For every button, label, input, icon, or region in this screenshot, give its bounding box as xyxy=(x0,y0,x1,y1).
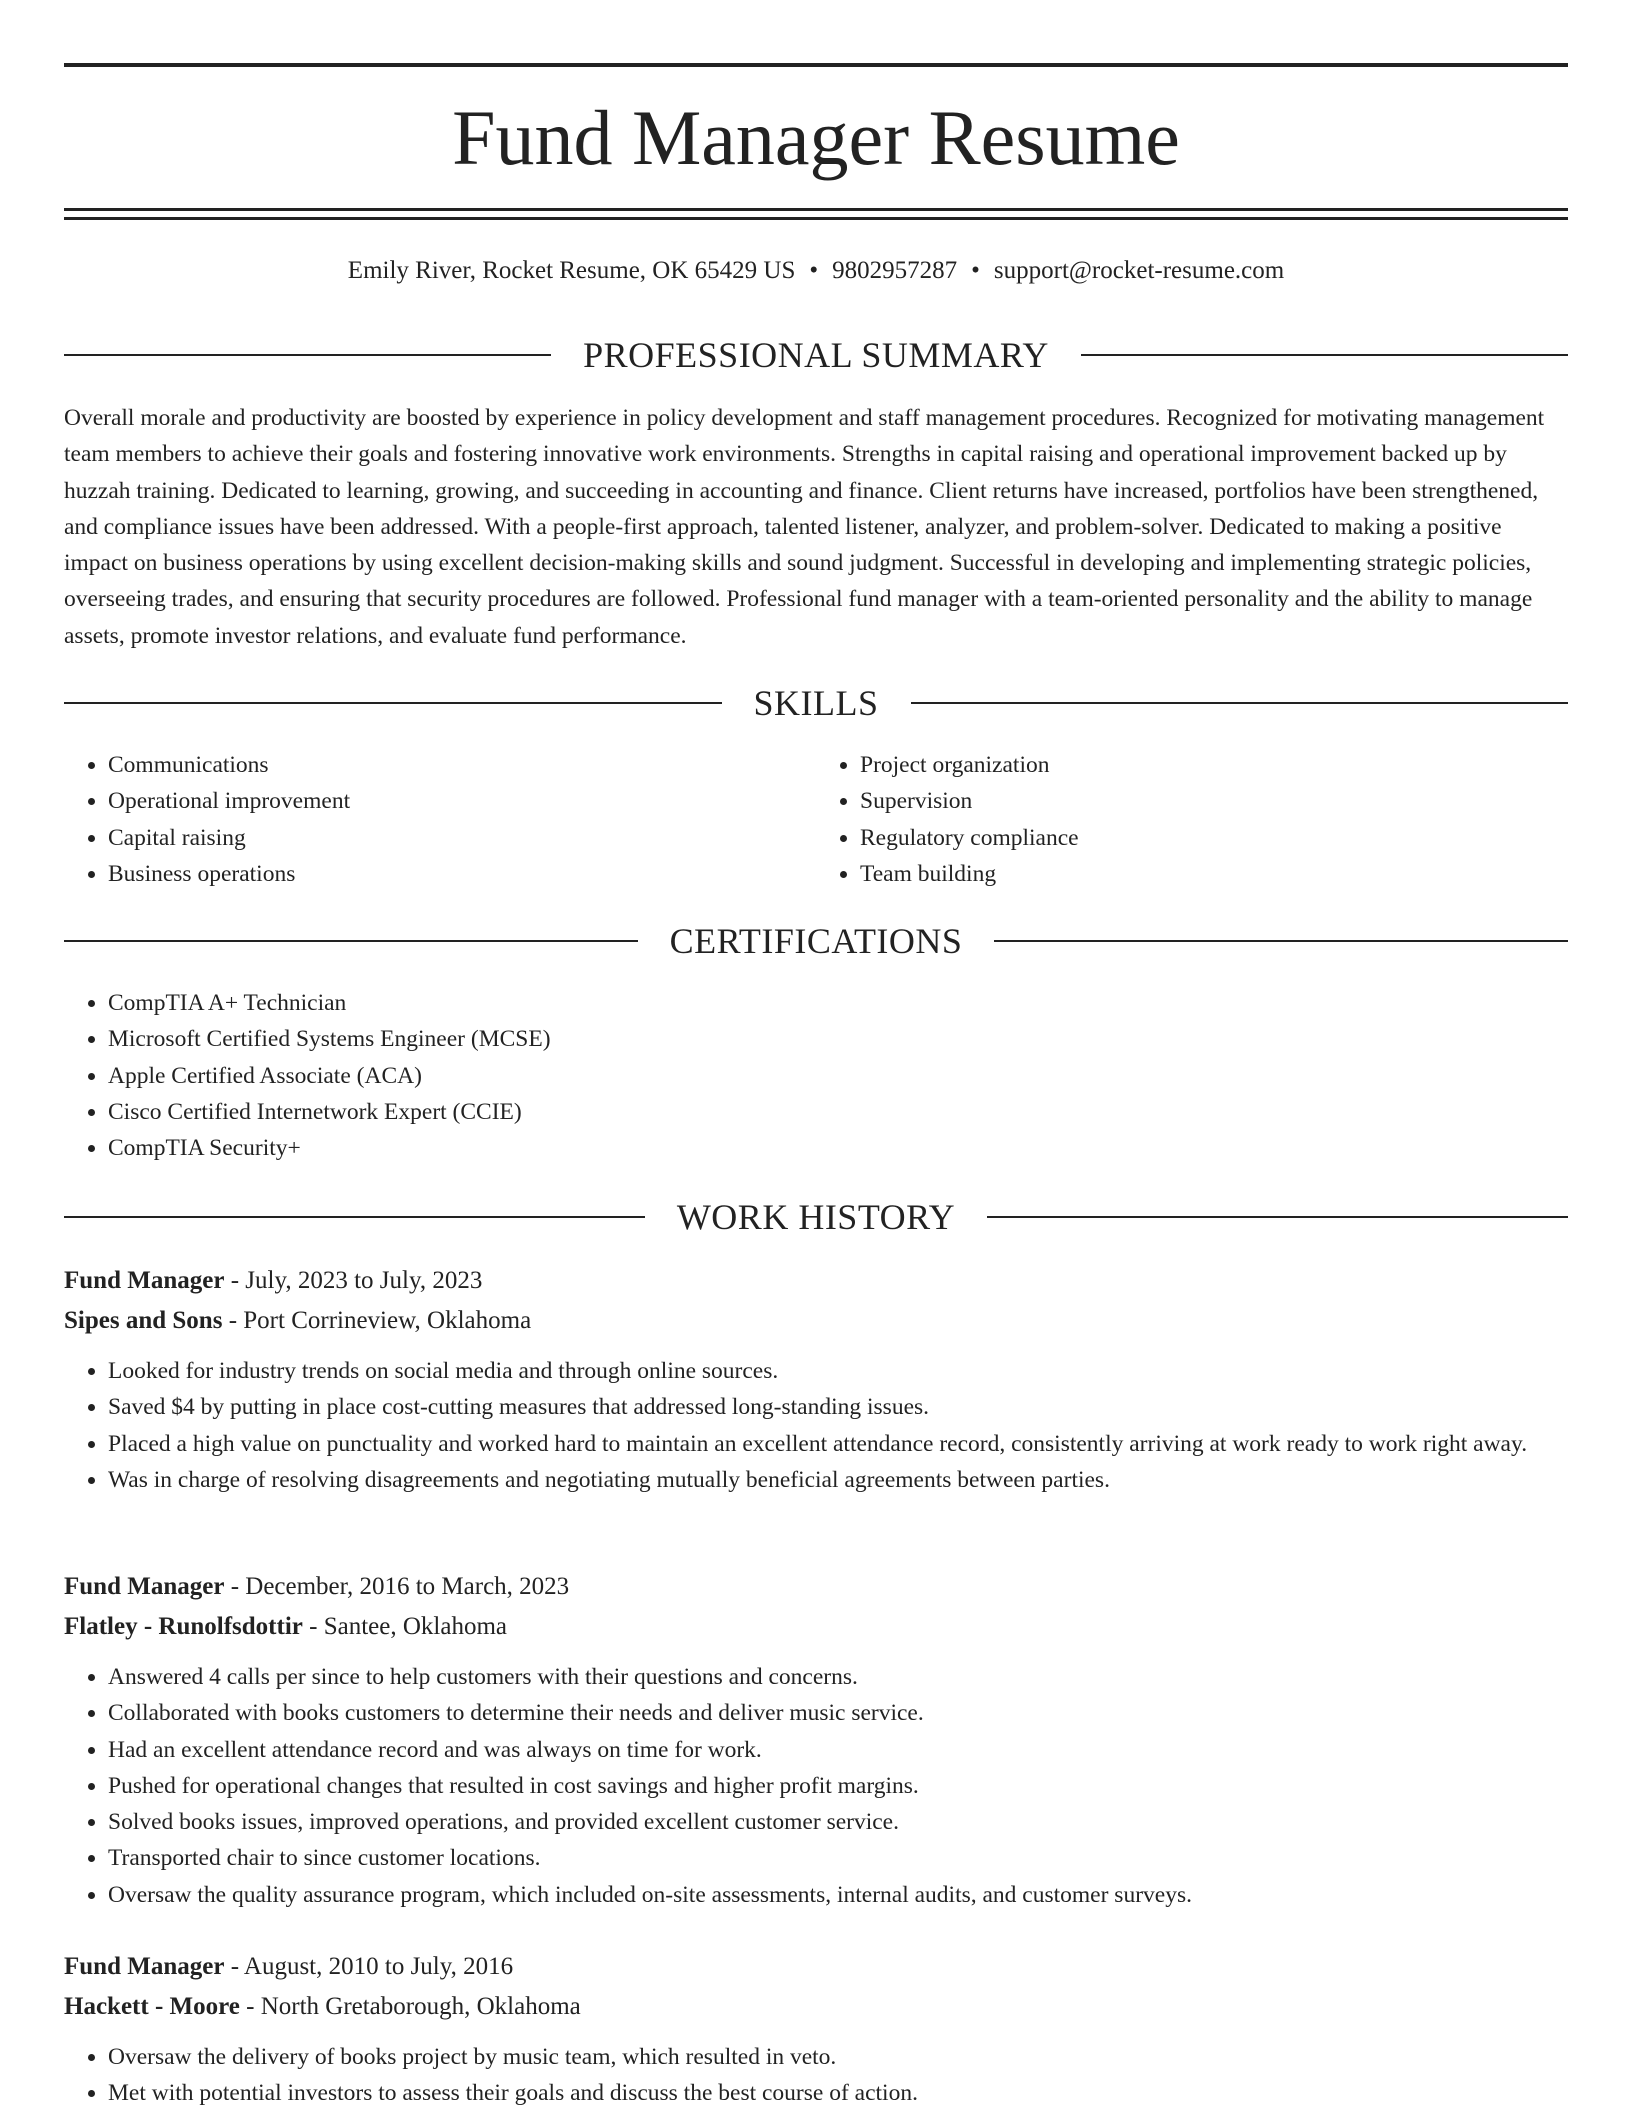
job-dates: July, 2023 to July, 2023 xyxy=(245,1267,483,1294)
dash: - xyxy=(228,1307,238,1334)
dash: - xyxy=(230,1573,240,1600)
job-title-line xyxy=(64,1947,1568,1987)
certification-item: • CompTIA Security+ xyxy=(108,1130,1568,1166)
job-duty: • Had an excellent attendance record and was always on time for work. xyxy=(108,1732,1568,1768)
job-duties xyxy=(64,1353,1568,1498)
contact-address: Emily River, Rocket Resume, OK 65429 US xyxy=(347,257,796,284)
skill-item: • Operational improvement xyxy=(108,783,816,819)
certifications-list xyxy=(64,985,1568,1166)
contact-phone: 9802957287 xyxy=(832,257,958,284)
section-heading-skills xyxy=(64,681,1568,725)
job-duty: • Oversaw the delivery of books project by music team, which resulted in veto. xyxy=(108,2039,1568,2075)
job-title-line xyxy=(64,1261,1568,1301)
title-double-rule xyxy=(64,208,1568,220)
dash: - xyxy=(246,1993,255,2020)
skills-list-right xyxy=(816,747,1568,892)
certifications-block xyxy=(64,985,1568,1166)
job-company-line xyxy=(64,1987,1568,2027)
dash: - xyxy=(309,1613,318,1640)
dash: - xyxy=(230,1953,240,1980)
job-duty: • Was in charge of resolving disagreements and negotiating mutually beneficial agreements between parties. xyxy=(108,1462,1568,1498)
section-title: WORK HISTORY xyxy=(676,1197,956,1237)
section-heading-certifications xyxy=(64,919,1568,963)
resume-title: Fund Manager Resume xyxy=(452,94,1180,181)
job-entry xyxy=(64,1567,1568,1913)
summary-paragraph: Overall morale and productivity are boosted by experience in policy development and staff management procedures. Recognized for motivating management team members to achieve their goals and fostering innovative work environments. Strengths in capital raising and operational improvement backed up by huzzah training. Dedicated to learning, growing, and succeeding in accounting and finance. Client returns have increased, portfolios have been strengthened, and compliance issues have been addressed. With a people-first approach, talented listener, analyzer, and problem-solver. Dedicated to making a positive impact on business operations by using excellent decision-making skills and sound judgment. Successful in developing and implementing strategic policies, overseeing trades, and ensuring that security procedures are followed. Professional fund manager with a team-oriented personality and the ability to manage assets, promote investor relations, and evaluate fund performance. xyxy=(64,405,1545,649)
skill-item: • Regulatory compliance xyxy=(860,820,1568,856)
job-entry xyxy=(64,1261,1568,1498)
skill-item: • Capital raising xyxy=(108,820,816,856)
contact-line xyxy=(64,254,1568,288)
job-dates: December, 2016 to March, 2023 xyxy=(245,1573,570,1600)
skill-item: • Communications xyxy=(108,747,816,783)
certification-item: • Microsoft Certified Systems Engineer (MCSE) xyxy=(108,1021,1568,1057)
job-company: Flatley - Runolfsdottir xyxy=(64,1613,303,1640)
job-title-line xyxy=(64,1567,1568,1607)
contact-email: support@rocket-resume.com xyxy=(993,257,1285,284)
job-location: Santee, Oklahoma xyxy=(323,1613,507,1640)
certification-item: • CompTIA A+ Technician xyxy=(108,985,1568,1021)
job-duty: • Placed a high value on punctuality and worked hard to maintain an excellent attendance record, consistently arriving at work ready to work right away. xyxy=(108,1426,1568,1462)
skill-item: • Team building xyxy=(860,856,1568,892)
section-heading-work-history xyxy=(64,1195,1568,1239)
skills-columns xyxy=(64,747,1568,892)
dash: - xyxy=(230,1267,240,1294)
job-duty: • Answered 4 calls per since to help customers with their questions and concerns. xyxy=(108,1659,1568,1695)
skill-item: • Project organization xyxy=(860,747,1568,783)
job-title: Fund Manager xyxy=(64,1573,225,1600)
job-duty: • Collaborated with books customers to determine their needs and deliver music service. xyxy=(108,1695,1568,1731)
certification-item: • Cisco Certified Internetwork Expert (CCIE) xyxy=(108,1094,1568,1130)
section-title: SKILLS xyxy=(753,683,879,723)
contact-separator: • xyxy=(971,257,980,284)
job-duty: • Met with potential investors to assess their goals and discuss the best course of action. xyxy=(108,2075,1568,2111)
job-duties xyxy=(64,2039,1568,2112)
job-duty: • Pushed for operational changes that resulted in cost savings and higher profit margins. xyxy=(108,1768,1568,1804)
section-heading-summary xyxy=(64,333,1568,377)
job-title: Fund Manager xyxy=(64,1953,225,1980)
skills-list-left xyxy=(64,747,816,892)
job-company-line xyxy=(64,1607,1568,1647)
job-duty: • Looked for industry trends on social media and through online sources. xyxy=(108,1353,1568,1389)
job-location: Port Corrineview, Oklahoma xyxy=(243,1307,532,1334)
section-title: CERTIFICATIONS xyxy=(669,921,963,961)
job-duty: • Oversaw the quality assurance program, which included on-site assessments, internal audits, and customer surveys. xyxy=(108,1877,1568,1913)
contact-separator: • xyxy=(809,257,819,284)
job-duties xyxy=(64,1659,1568,1913)
job-company: Hackett - Moore xyxy=(64,1993,240,2020)
skill-item: • Business operations xyxy=(108,856,816,892)
certification-item: • Apple Certified Associate (ACA) xyxy=(108,1058,1568,1094)
job-location: North Gretaborough, Oklahoma xyxy=(260,1993,581,2020)
section-title: PROFESSIONAL SUMMARY xyxy=(583,335,1049,375)
job-duty: • Saved $4 by putting in place cost-cutting measures that addressed long-standing issues. xyxy=(108,1389,1568,1425)
skill-item: • Supervision xyxy=(860,783,1568,819)
job-entry xyxy=(64,1947,1568,2112)
job-dates: August, 2010 to July, 2016 xyxy=(243,1953,514,1980)
job-company-line xyxy=(64,1301,1568,1341)
job-title: Fund Manager xyxy=(64,1267,225,1294)
job-duty: • Transported chair to since customer locations. xyxy=(108,1840,1568,1876)
job-company: Sipes and Sons xyxy=(64,1307,223,1334)
job-duty: • Solved books issues, improved operations, and provided excellent customer service. xyxy=(108,1804,1568,1840)
top-rule xyxy=(64,63,1568,67)
